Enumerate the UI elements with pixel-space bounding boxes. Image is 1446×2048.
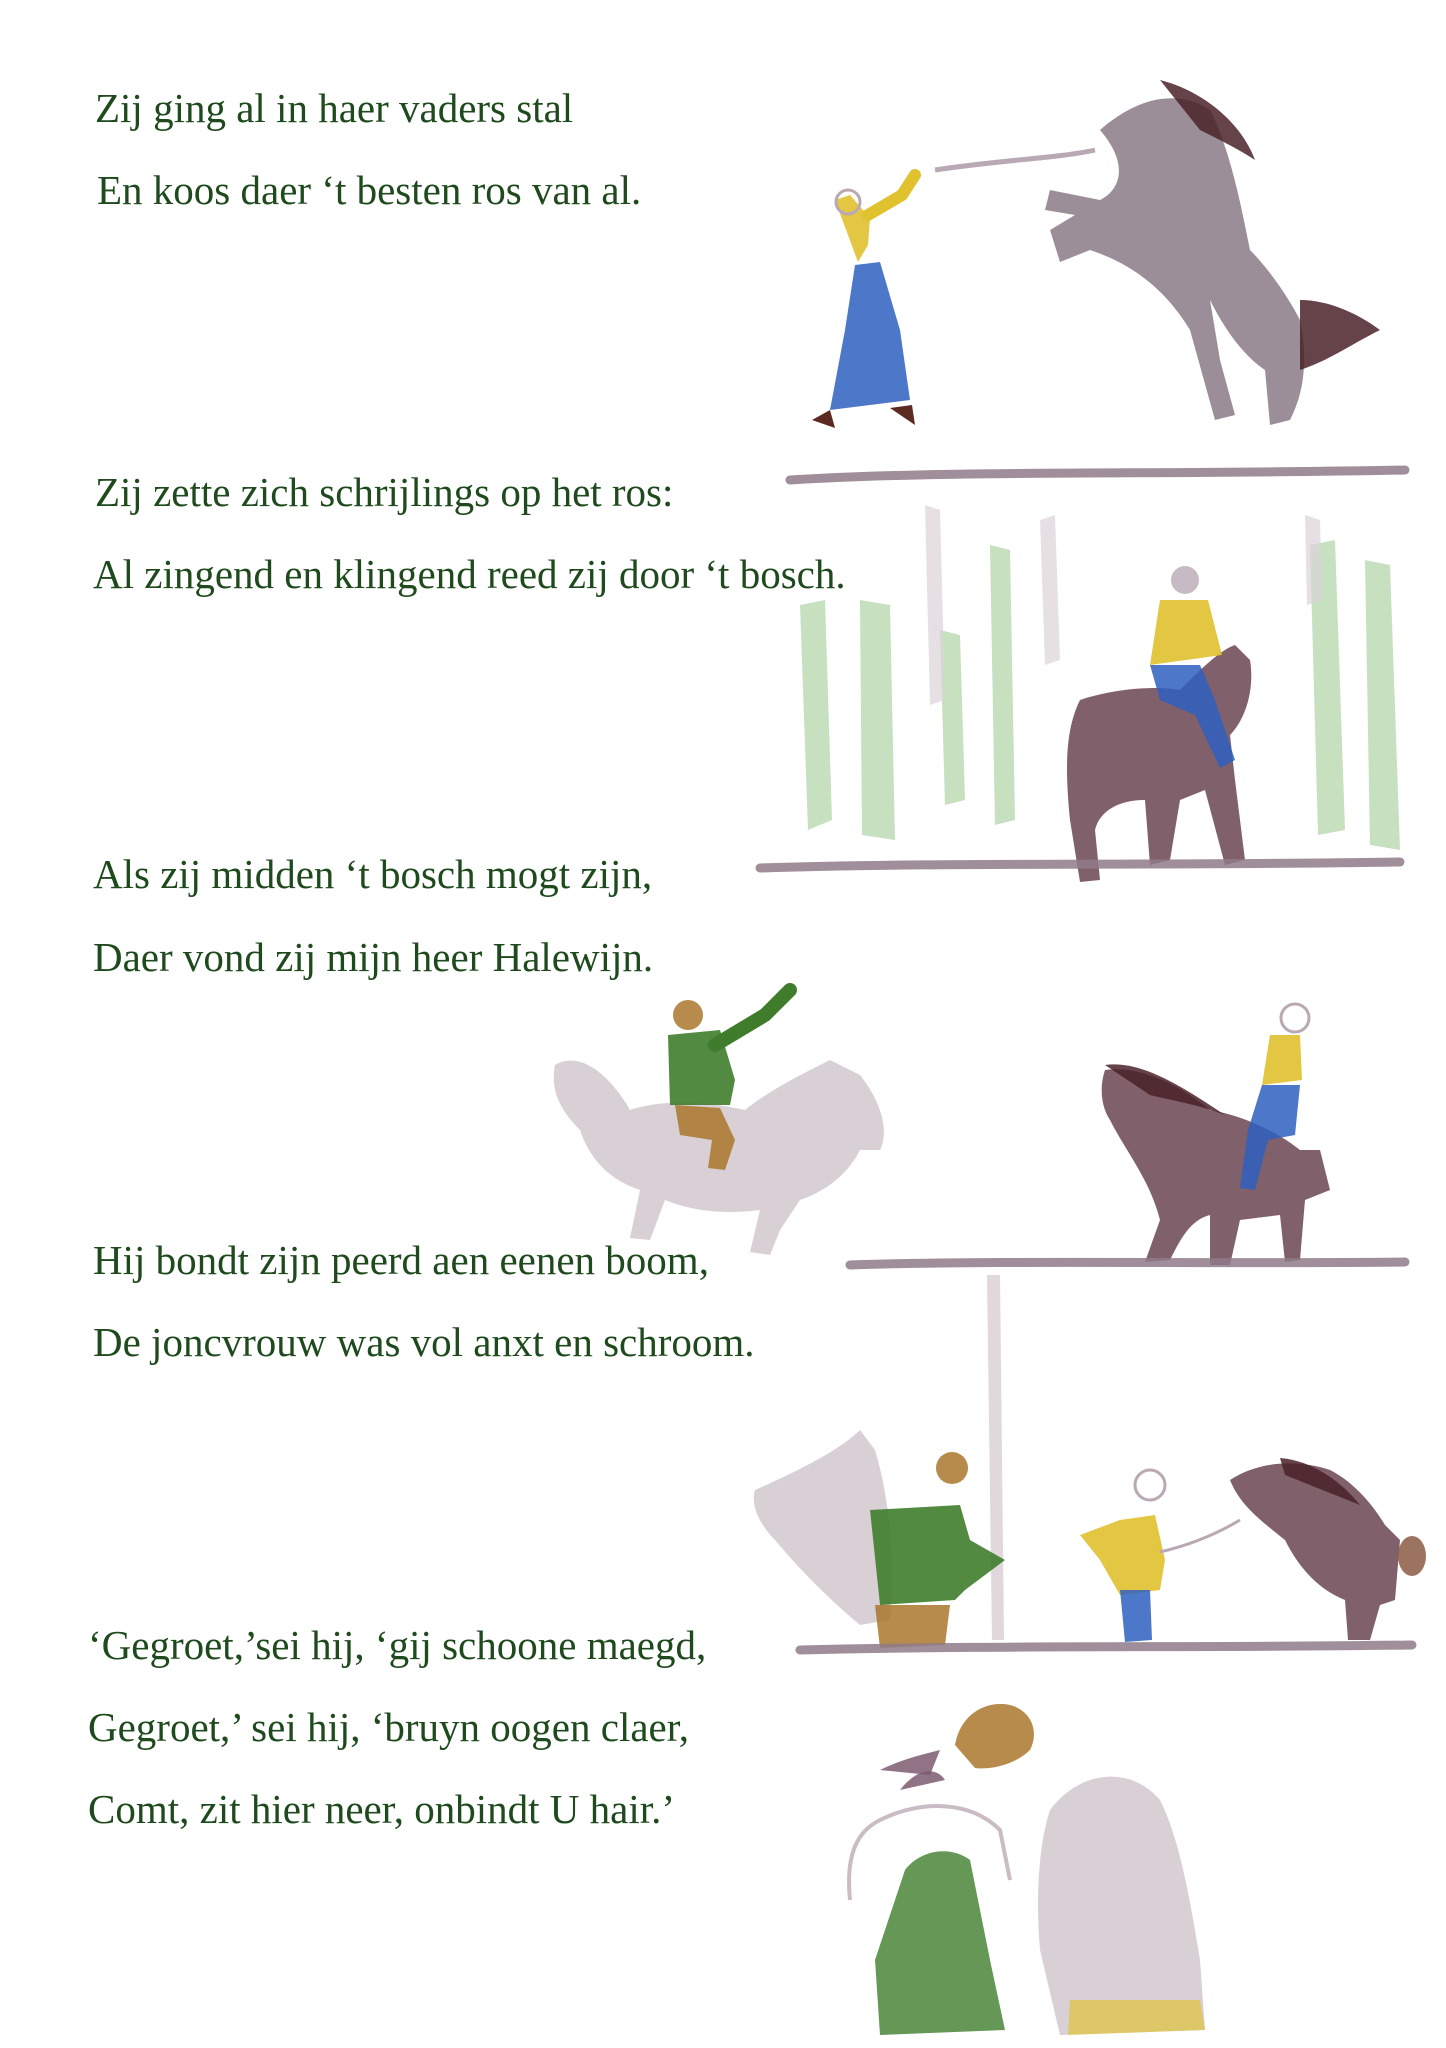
verse-line: Zij ging al in haer vaders stal — [95, 85, 574, 131]
ground-line-1 — [790, 470, 1405, 480]
scene-horse-tied-to-tree — [754, 1275, 1426, 1648]
scene-girl-with-rearing-horse — [812, 80, 1380, 428]
ground-line-2 — [760, 862, 1400, 868]
verse-line: Hij bondt zijn peerd aen eenen boom, — [93, 1237, 709, 1283]
verse-line: Daer vond zij mijn heer Halewijn. — [93, 934, 654, 980]
verse-line: De joncvrouw was vol anxt en schroom. — [93, 1319, 755, 1365]
scene-girl-riding-through-forest — [800, 505, 1400, 882]
verse-line: Als zij midden ‘t bosch mogt zijn, — [93, 851, 653, 897]
verse-line: Al zingend en klingend reed zij door ‘t bosch. — [93, 551, 846, 597]
verse-line: Zij zette zich schrijlings op het ros: — [95, 469, 674, 515]
verse-line: Comt, zit hier neer, onbindt U hair.’ — [88, 1786, 676, 1832]
scene-maiden-unbinds-hair — [849, 1704, 1205, 2035]
ground-line-3 — [850, 1262, 1405, 1265]
verse-line: ‘Gegroet,’sei hij, ‘gij schoone maegd, — [88, 1622, 707, 1668]
scene-halewijn-meets-maiden — [554, 990, 1330, 1265]
verse-line: En koos daer ‘t besten ros van al. — [97, 167, 642, 213]
ground-line-4 — [800, 1645, 1412, 1650]
verse-line: Gegroet,’ sei hij, ‘bruyn oogen claer, — [88, 1704, 689, 1750]
